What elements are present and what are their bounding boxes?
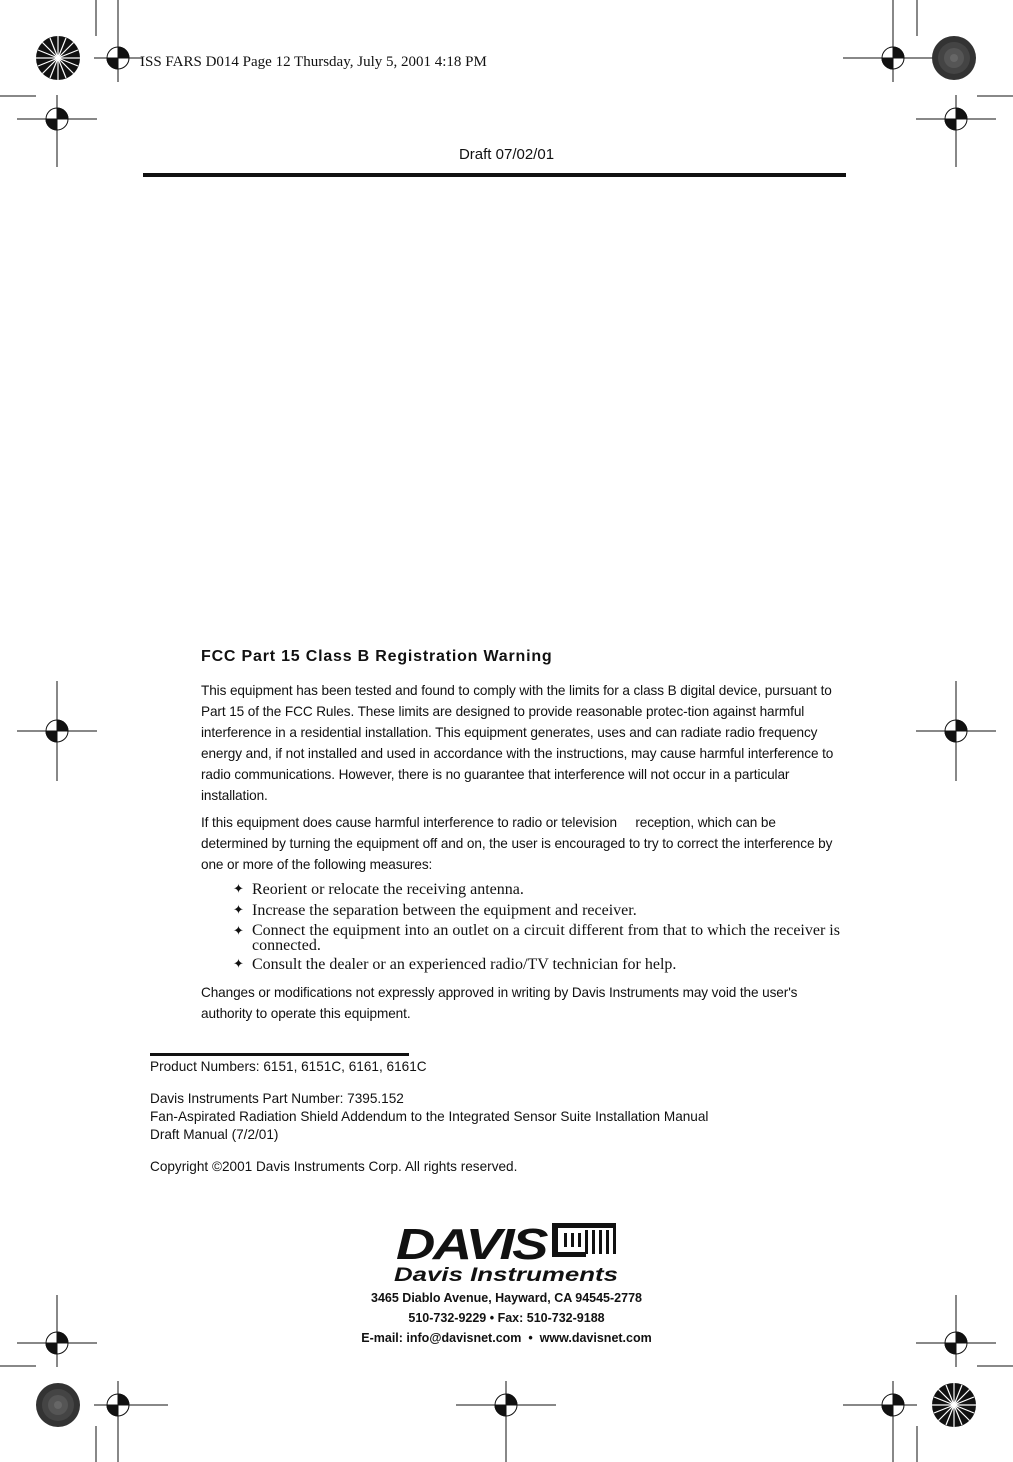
product-info [150, 1053, 850, 1176]
crosshair-left-middle [17, 681, 97, 781]
starburst-top-left [36, 36, 80, 80]
logo-wordmark: DAVIS [396, 1220, 549, 1269]
product-numbers: Product Numbers: 6151, 6151C, 6161, 6161C [150, 1059, 427, 1074]
fcc-paragraph-interference: If this equipment does cause harmful interference to radio or television reception, which can be determined by turning the equipment off and on, the user is encouraged to try to correct the interference by one or more of the following measures: [201, 815, 836, 872]
logo-company-name: Davis Instruments [394, 1265, 618, 1286]
gray-disc-bottom-left [36, 1383, 80, 1427]
crosshair-bottom-center [456, 1381, 556, 1462]
part-number: Davis Instruments Part Number: 7395.152 [150, 1091, 404, 1106]
crosshair-top-left [94, 0, 142, 82]
gray-disc-top-right [932, 36, 976, 80]
bullet-icon: ✦ [233, 882, 244, 897]
measures-list [233, 881, 841, 974]
copyright: Copyright ©2001 Davis Instruments Corp. All rights reserved. [150, 1159, 518, 1174]
list-item: ✦ Consult the dealer or an experienced radio/TV technician for help. [233, 956, 677, 973]
crosshair-top-right [843, 0, 943, 82]
manual-title: Fan-Aspirated Radiation Shield Addendum to the Integrated Sensor Suite Installation Manual [150, 1109, 709, 1124]
crosshair-right-middle [916, 681, 996, 781]
fcc-paragraph-modifications: Changes or modifications not expressly approved in writing by Davis Instruments may void the user's authority to operate this equipment. [201, 985, 798, 1021]
davis-logo [392, 1218, 622, 1286]
street-address: 3465 Diablo Avenue, Hayward, CA 94545-2778 [371, 1291, 642, 1305]
fcc-warning-section [201, 648, 841, 1030]
list-item: ✦ Reorient or relocate the receiving antenna. [233, 881, 524, 898]
bullet-icon: ✦ [233, 924, 244, 939]
fcc-title: FCC Part 15 Class B Registration Warning [201, 648, 553, 665]
crosshair-bottom-left [94, 1381, 168, 1462]
crosshair-bottom-right [843, 1381, 917, 1462]
footer-rule [150, 1053, 409, 1056]
fcc-paragraph-compliance: This equipment has been tested and found to comply with the limits for a class B digital device, pursuant to Part 15 of the FCC Rules. These limits are designed to provide reasonable protec-tion against harmful interference in a residential installation. This equipment generates, uses and can radiate radio frequency energy and, if not installed and used in accordance with the instructions, may cause harmful interference to radio communications. However, there is no guarantee that interference will not occur in a particular installation. [201, 683, 834, 803]
company-address [0, 1288, 1013, 1348]
list-item: ✦ Increase the separation between the equipment and receiver. [233, 902, 637, 919]
draft-manual: Draft Manual (7/2/01) [150, 1127, 279, 1142]
logo-flag-icon [552, 1223, 616, 1257]
header-rule [143, 173, 846, 177]
list-item: ✦ Connect the equipment into an outlet on a circuit different from that to which the receiver is connected. [233, 922, 840, 954]
draft-header: Draft 07/02/01 [458, 146, 555, 163]
bullet-icon: ✦ [233, 957, 244, 972]
starburst-bottom-right [932, 1383, 976, 1427]
print-slug: ISS FARS D014 Page 12 Thursday, July 5, 2001 4:18 PM [140, 54, 487, 70]
bullet-icon: ✦ [233, 903, 244, 918]
phone-fax: 510-732-9229 • Fax: 510-732-9188 [408, 1311, 605, 1325]
email-web: E-mail: info@davisnet.com • www.davisnet.com [361, 1331, 652, 1345]
